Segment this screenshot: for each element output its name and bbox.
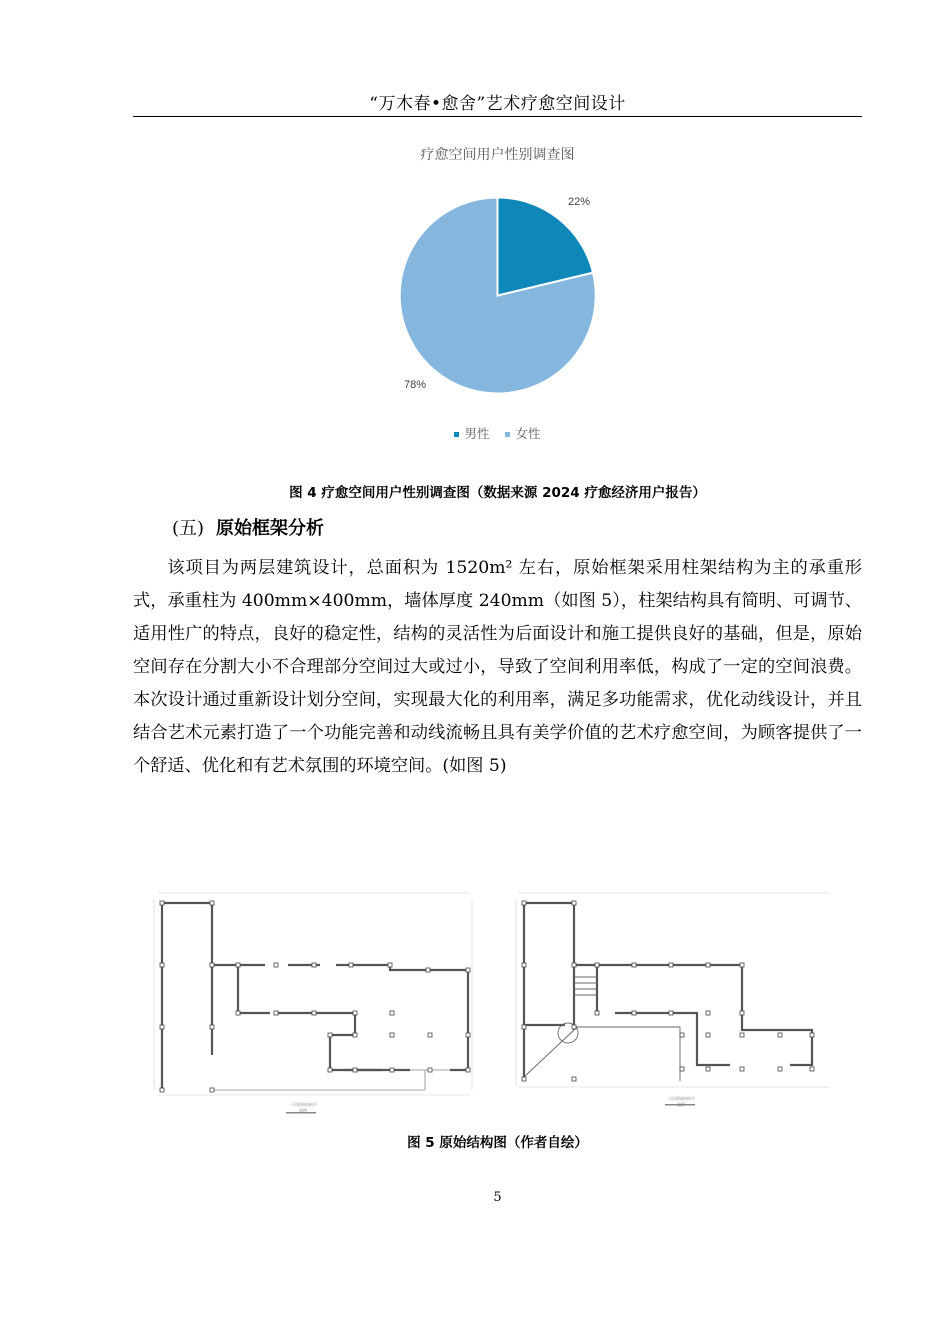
body-paragraph: 该项目为两层建筑设计，总面积为 1520m² 左右，原始框架采用柱架结构为主的承重形式，承重柱为 400mm×400mm，墙体厚度 240mm（如图 5），柱架结构具有简明、可调节、适用性广的特点，良好的稳定性，结构的灵活性为后面设计和施工提供良好的基础，但是，原始空间存在分割大小不合理部分空间过大或过小，导致了空间利用率低，构成了一定的空间浪费。本次设计通过重新设计划分空间，实现最大化的利用率，满足多功能需求，优化动线设计，并且结合艺术元素打造了一个功能完善和动线流畅且具有美学价值的艺术疗愈空间，为顾客提供了一个舒适、优化和有艺术氛围的环境空间。(如图 5) <box>133 558 862 776</box>
legend-label: 男性 <box>464 426 490 441</box>
legend-item-male <box>454 424 489 442</box>
section-title: 原始框架分析 <box>216 518 325 539</box>
figure-5-caption: 图 5 原始结构图（作者自绘） <box>407 1135 588 1151</box>
legend-swatch-male-icon <box>454 432 459 437</box>
section-heading <box>172 514 324 540</box>
running-header: “万木春•愈舍”艺术疗愈空间设计 <box>369 94 626 114</box>
legend-label: 女性 <box>515 426 541 441</box>
chart-legend <box>133 424 862 442</box>
pie-label-male: 22% <box>568 196 591 208</box>
figure-4-caption: 图 4 疗愈空间用户性别调查图（数据来源 2024 疗愈经济用户报告） <box>289 485 706 501</box>
floor-plan-level-1 <box>150 885 480 1125</box>
page-number: 5 <box>493 1190 502 1205</box>
gender-pie-chart <box>390 188 605 403</box>
header-rule <box>133 116 862 117</box>
pie-label-female: 78% <box>404 379 427 391</box>
legend-swatch-female-icon <box>505 432 510 437</box>
floor-plan-level-2 <box>510 885 840 1125</box>
plan-2-title: 二层原始结构平面图 <box>667 1096 695 1107</box>
plan-1-title: 一层原始结构平面图 <box>289 1102 317 1113</box>
section-number: (五) <box>172 518 205 539</box>
legend-item-female <box>505 424 540 442</box>
chart-title: 疗愈空间用户性别调查图 <box>420 147 575 163</box>
